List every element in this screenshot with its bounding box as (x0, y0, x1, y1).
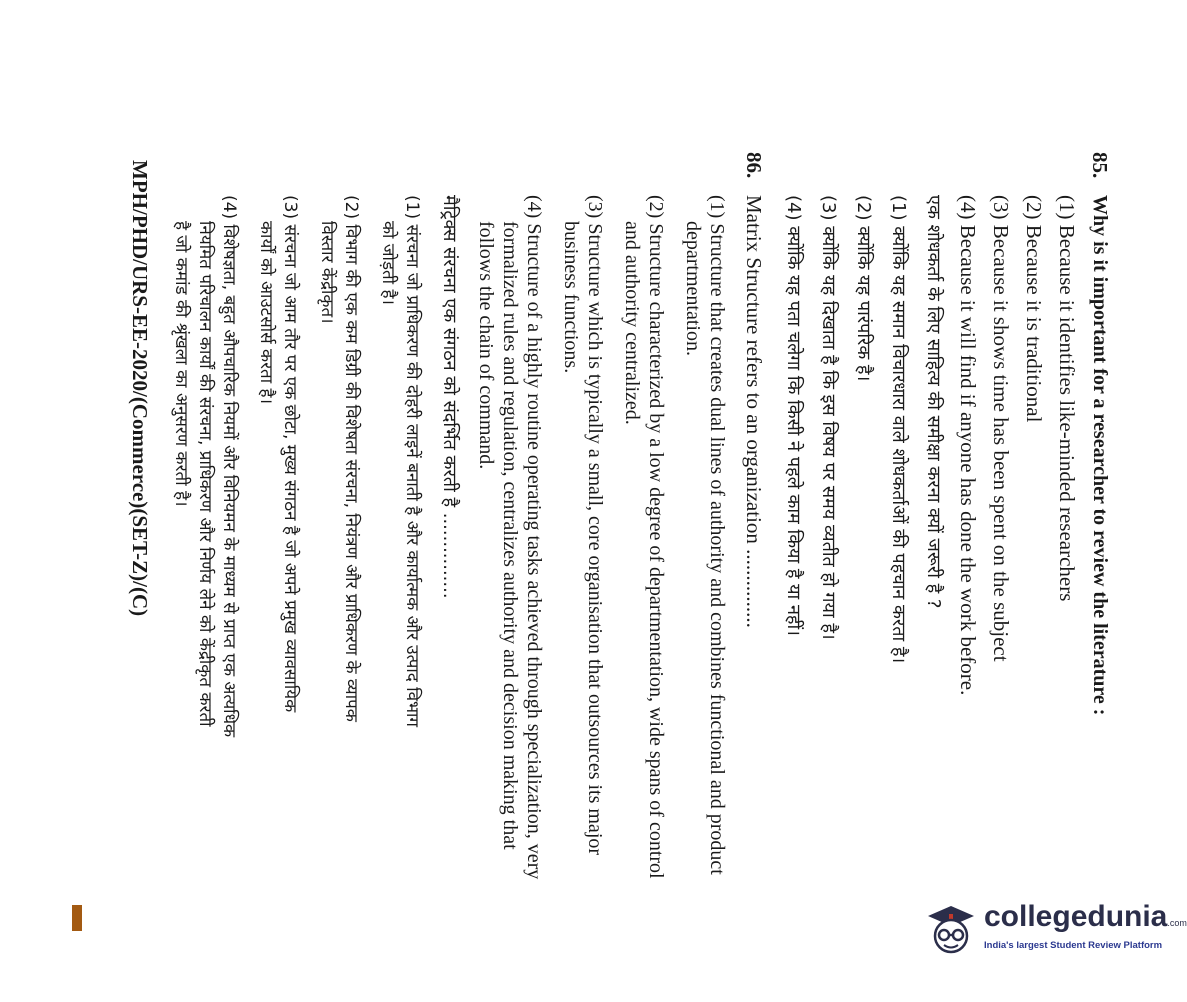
page-footer: MPH/PHD/URS-EE-2020/(Commerce)(SET-Z)/(C) (128, 160, 152, 617)
q86-hindi-option-3-line-1: (3) संरचना जो आम तौर पर एक छोटा, मुख्य संगठन है जो अपने प्रमुख व्यावसायिक (280, 195, 300, 713)
page-edge-tab (72, 905, 82, 931)
q85-option-4: (4) Because it will find if anyone has done the work before. (956, 195, 980, 696)
q85-question: Why is it important for a researcher to review the literature : (1089, 195, 1111, 716)
q85-hindi-option-4: (4) क्योंकि यह पता चलेगा कि किसी ने पहले काम किया है या नहीं। (783, 195, 804, 636)
brand-tagline: India's largest Student Review Platform (984, 940, 1163, 951)
q86-hindi-option-2-line-2: विस्तार केंद्रीकृत। (317, 221, 337, 324)
q86-question: Matrix Structure refers to an organization ............... (742, 195, 766, 628)
q86-hindi-option-2-line-1: (2) विभाग की एक कम डिग्री की विशेषता संरचना, नियंत्रण और प्राधिकरण के व्यापक (341, 195, 361, 722)
q86-option-1-line-1: (1) Structure that creates dual lines of authority and combines functional and product (706, 195, 728, 875)
q85-hindi-option-3: (3) क्योंकि यह दिखाता है कि इस विषय पर समय व्यतीत हो गया है। (818, 195, 839, 640)
q86-option-3-line-2: business functions. (560, 221, 582, 374)
mascot-icon (922, 900, 980, 958)
q86-number: 86. (742, 152, 766, 179)
q85-option-2: (2) Because it is traditional (1022, 195, 1046, 423)
q85-hindi-option-2: (2) क्योंकि यह पारंपरिक है। (853, 195, 874, 382)
q86-option-2-line-1: (2) Structure characterized by a low degree of departmentation, wide spans of control (645, 195, 667, 879)
q85-hindi-option-1: (1) क्योंकि यह समान विचारधारा वाले शोधकर्ताओं की पहचान करता है। (888, 195, 909, 664)
collegedunia-logo (922, 896, 1187, 964)
q86-option-4-line-2: formalized rules and regulation, centralizes authority and decision making that (499, 221, 521, 850)
q86-option-1-line-2: departmentation. (682, 221, 704, 356)
q85-number: 85. (1088, 152, 1112, 179)
q86-hindi-option-4-line-3: है जो कमांड की श्रृंखला का अनुसरण करती है। (171, 221, 191, 507)
q86-option-4-line-1: (4) Structure of a highly routine operating tasks achieved through specialization, very (523, 195, 545, 880)
q85-option-1: (1) Because it identifies like-minded researchers (1055, 195, 1079, 602)
q85-option-3: (3) Because it shows time has been spent on the subject (989, 195, 1013, 662)
q85-hindi-question: एक शोधकर्ता के लिए साहित्य की समीक्षा करना क्यों जरूरी है ? (923, 195, 944, 609)
q86-hindi-option-3-line-2: कार्यों को आउटसोर्स करता है। (256, 221, 276, 405)
q86-hindi-option-4-line-1: (4) विशेषज्ञता, बहुत औपचारिक नियमों और विनियमन के माध्यम से प्राप्त एक अत्यधिक (219, 195, 239, 738)
q86-hindi-option-4-line-2: नियमित परिचालन कार्यों की संरचना, प्राधिकरण और निर्णय लेने को केंद्रीकृत करती (195, 221, 215, 727)
q86-option-3-line-1: (3) Structure which is typically a small, core organisation that outsources its major (584, 195, 606, 856)
q86-option-4-line-3: follows the chain of command. (475, 221, 497, 470)
q86-hindi-option-1-line-2: को जोड़ती है। (378, 221, 398, 305)
brand-name: collegedunia.com (984, 900, 1187, 933)
q86-hindi-question: मैट्रिक्स संरचना एक संगठन को संदर्भित करती है ............... (439, 195, 460, 599)
q86-hindi-option-1-line-1: (1) संरचना जो प्राधिकरण की दोहरी लाइनें बनाती है और कार्यात्मक और उत्पाद विभाग (402, 195, 422, 727)
q86-option-2-line-2: and authority centralized. (621, 221, 643, 425)
